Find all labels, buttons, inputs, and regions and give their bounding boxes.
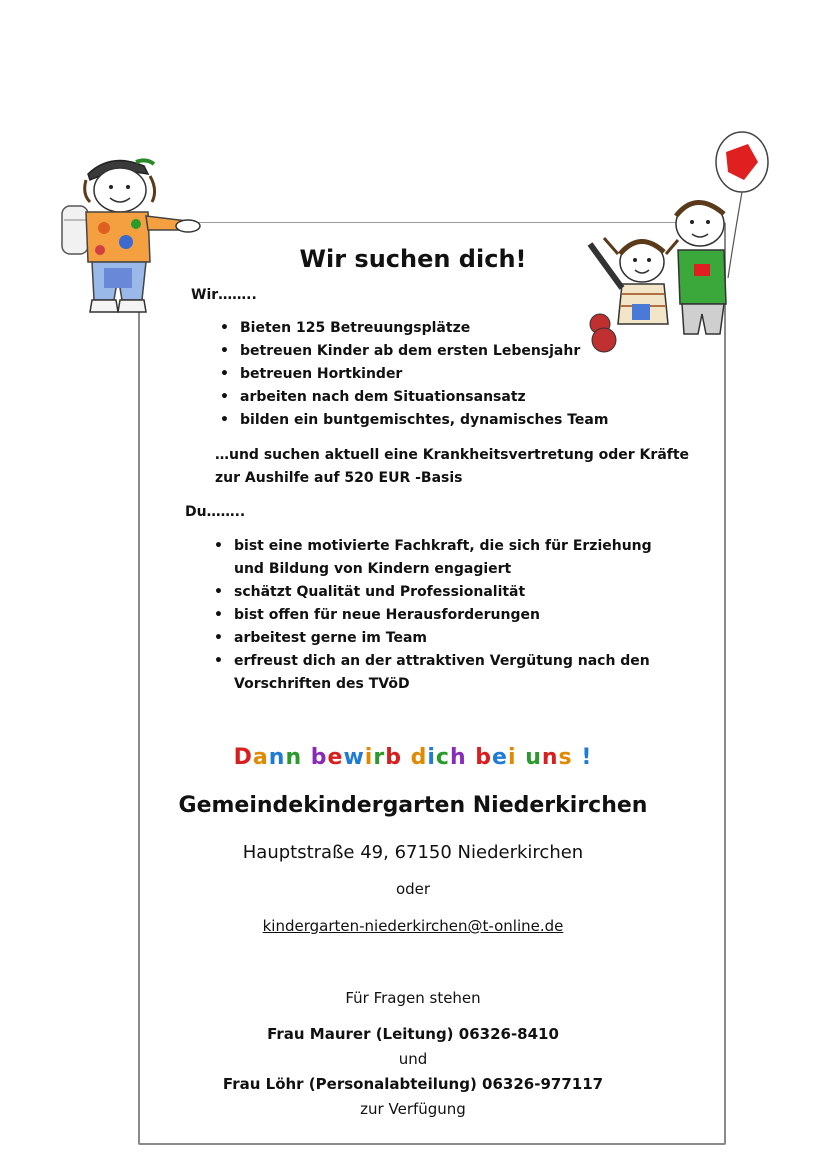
contact-person-2: Frau Löhr (Personalabteilung) 06326-977117 [222, 1075, 604, 1093]
du-list [210, 535, 652, 696]
cta-word: Dann [233, 745, 303, 770]
child-with-backpack-icon [56, 150, 206, 330]
wir-list-item: • Bieten 125 Betreuungsplätze [216, 317, 608, 340]
or-label: oder [395, 880, 431, 898]
search-line-2: zur Aushilfe auf 520 EUR -Basis [215, 470, 463, 486]
email-link[interactable]: kindergarten-niederkirchen@t-online.de [262, 917, 564, 935]
call-to-action [0, 745, 826, 770]
wir-list-item: • betreuen Kinder ab dem ersten Lebensjahr [216, 340, 608, 363]
search-paragraph [215, 444, 689, 490]
wir-list-item: • arbeiten nach dem Situationsansatz [216, 386, 608, 409]
contacts-intro: Für Fragen stehen [345, 989, 481, 1007]
du-label: Du…….. [185, 504, 246, 520]
du-list-item [210, 535, 652, 581]
du-list-item-line: • bist eine motivierte Fachkraft, die sich für Erziehung [234, 538, 652, 554]
wir-list [216, 317, 608, 432]
du-list-item-line: • arbeitest gerne im Team [234, 630, 427, 646]
du-list-item-line: und Bildung von Kindern engagiert [234, 561, 512, 577]
wir-list-item: • bilden ein buntgemischtes, dynamisches Team [216, 409, 608, 432]
contacts-and: und [398, 1050, 428, 1068]
wir-label: Wir…….. [191, 287, 257, 303]
cta-word: bei [475, 745, 517, 770]
du-list-item-line: Vorschriften des TVöD [234, 676, 410, 692]
du-list-item-line: • bist offen für neue Herausforderungen [234, 607, 540, 623]
du-list-item [210, 627, 652, 650]
page-title: Wir suchen dich! [299, 245, 527, 273]
du-list-item [210, 650, 652, 696]
organization-address: Hauptstraße 49, 67150 Niederkirchen [242, 842, 584, 863]
contact-person-1: Frau Maurer (Leitung) 06326-8410 [267, 1025, 559, 1043]
cta-word: dich [410, 745, 467, 770]
cta-word: uns [525, 745, 573, 770]
du-list-item [210, 604, 652, 627]
du-list-item-line: • schätzt Qualität und Professionalität [234, 584, 526, 600]
cta-word: bewirb [310, 745, 402, 770]
contacts-outro: zur Verfügung [360, 1100, 466, 1118]
search-line-1: …und suchen aktuell eine Krankheitsvertretung oder Kräfte [215, 447, 690, 463]
du-list-item-line: • erfreust dich an der attraktiven Vergütung nach den [234, 653, 650, 669]
organization-name: Gemeindekindergarten Niederkirchen [178, 793, 648, 818]
du-list-item [210, 581, 652, 604]
cta-word: ! [581, 745, 593, 770]
wir-list-item: • betreuen Hortkinder [216, 363, 608, 386]
